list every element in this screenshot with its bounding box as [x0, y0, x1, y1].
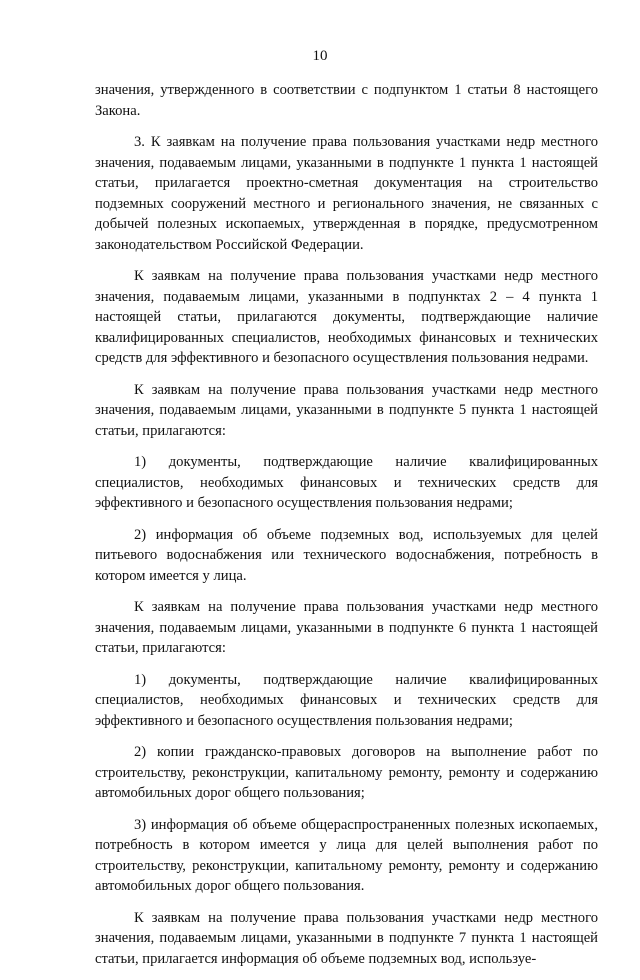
list-item-subclause-5-2: 2) информация об объеме подземных вод, используемых для целей питьевого водоснабжения или технического водоснабжения, потребность в котором имеется у лица. — [95, 526, 598, 584]
paragraph-subclause-7-intro: К заявкам на получение права пользования участками недр местного значения, подаваемым лицами, указанными в подпункте 7 пункта 1 настоящей статьи, прилагается информация об объеме подземных вод, используе- — [95, 909, 598, 967]
paragraph-subclause-5-intro: К заявкам на получение права пользования участками недр местного значения, подаваемым лицами, указанными в подпункте 5 пункта 1 настоящей статьи, прилагаются: — [95, 381, 598, 439]
paragraph-subclause-6-intro: К заявкам на получение права пользования участками недр местного значения, подаваемым лицами, указанными в подпункте 6 пункта 1 настоящей статьи, прилагаются: — [95, 599, 598, 656]
document-body — [95, 80, 598, 980]
list-item-subclause-6-2: 2) копии гражданско-правовых договоров на выполнение работ по строительству, реконструкции, капитальному ремонту, ремонту и содержанию автомобильных дорог общего пользования; — [95, 744, 598, 801]
paragraph-clause-3: 3. К заявкам на получение права пользования участками недр местного значения, подаваемым лицами, указанными в подпункте 1 пункта 1 настоящей статьи, прилагается проектно-сметная документация на строительство подземных сооружений местного и регионального значения, не связанных с добычей полезных ископаемых, утвержденная в порядке, предусмотренном законодательством Российской Федерации. — [95, 134, 598, 253]
list-item-subclause-5-1: 1) документы, подтверждающие наличие квалифицированных специалистов, необходимых финансовых и технических средств для эффективного и безопасного осуществления пользования недрами; — [95, 454, 598, 511]
list-item-subclause-6-1: 1) документы, подтверждающие наличие квалифицированных специалистов, необходимых финансовых и технических средств для эффективного и безопасного осуществления пользования недрами; — [95, 671, 598, 729]
list-item-subclause-6-3: 3) информация об объеме общераспространенных полезных ископаемых, потребность в котором имеется у лица для целей выполнения работ по строительству, реконструкции, капитальному ремонту, ремонту и содержанию автомобильных дорог общего пользования. — [95, 816, 598, 894]
page-number: 10 — [312, 48, 328, 64]
paragraph-subclauses-2-4: К заявкам на получение права пользования участками недр местного значения, подаваемым лицами, указанными в подпунктах 2 – 4 пункта 1 настоящей статьи, прилагаются документы, подтверждающие наличие квалифицированных специалистов, необходимых финансовых и технических средств для эффективного и безопасного осуществления пользования недрами. — [95, 268, 598, 366]
paragraph-continuation: значения, утвержденного в соответствии с подпунктом 1 статьи 8 настоящего Закона. — [95, 82, 598, 119]
